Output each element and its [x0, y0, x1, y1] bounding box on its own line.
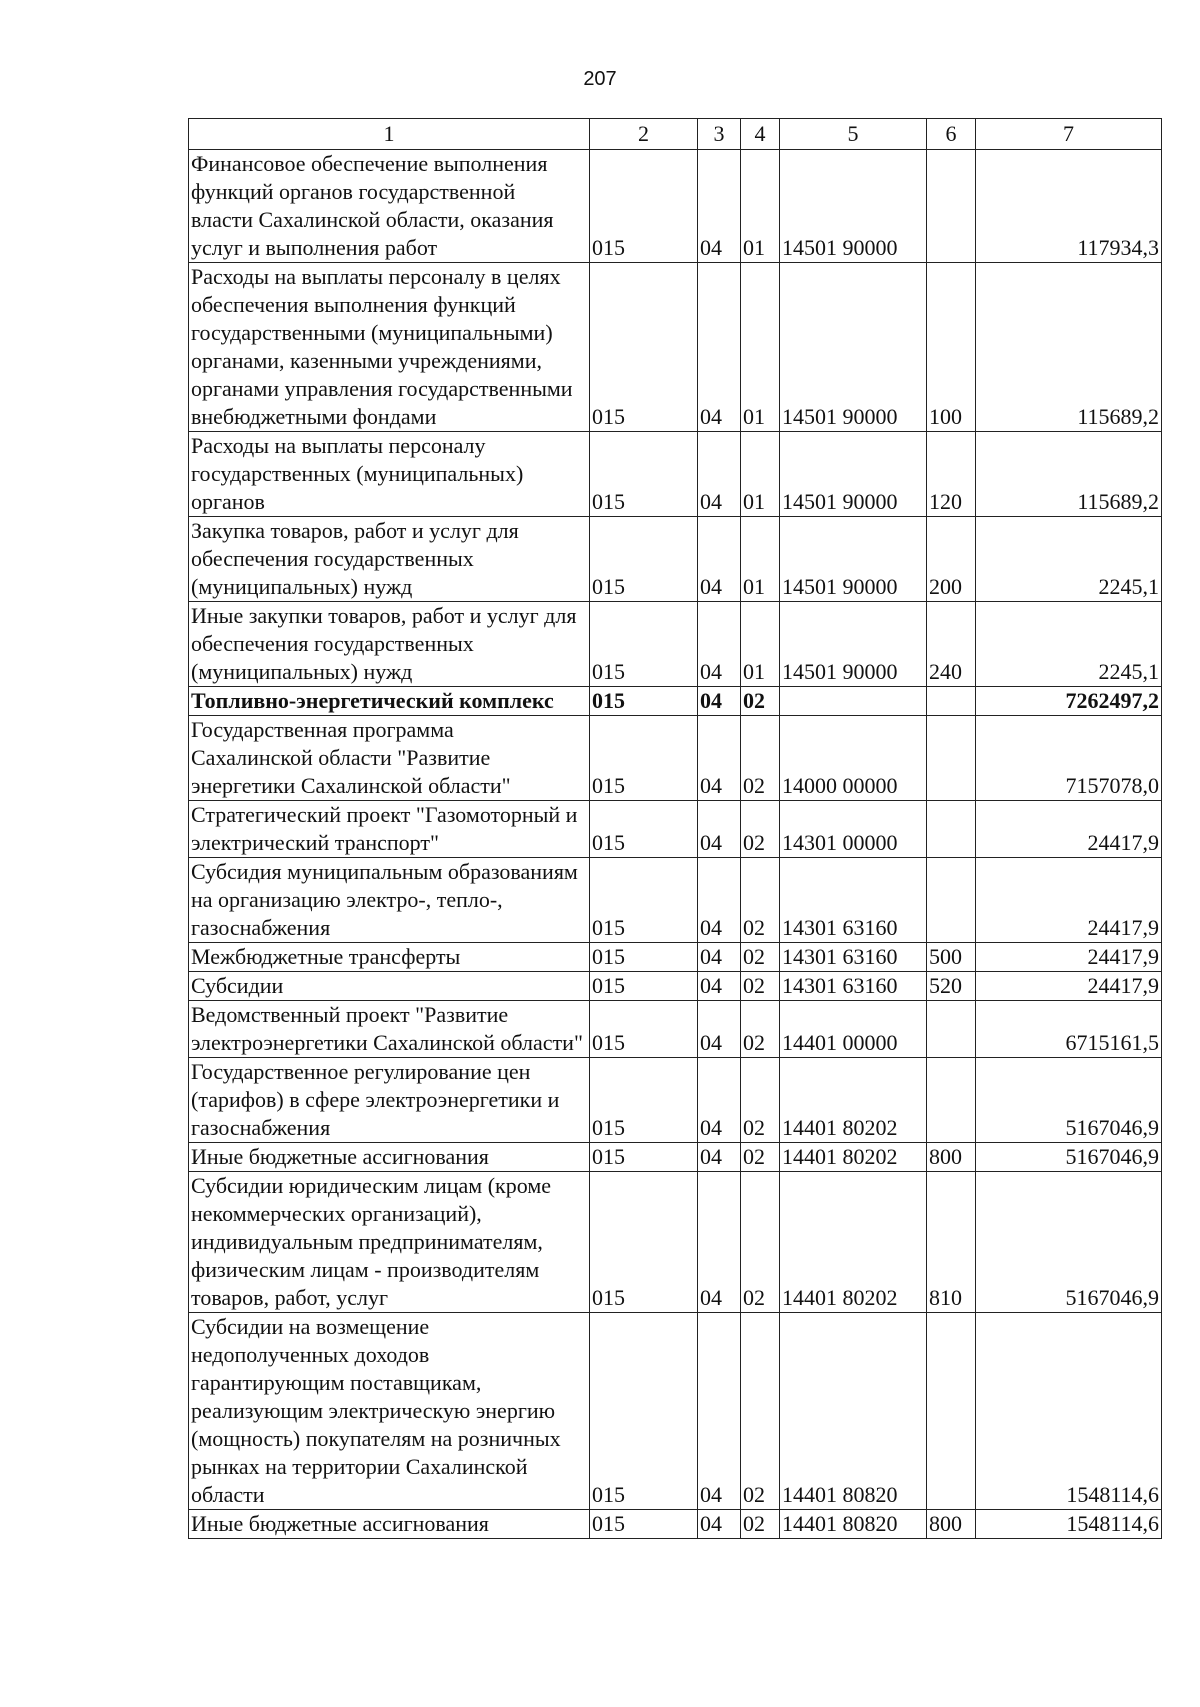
subsection-cell: 02 — [741, 1313, 780, 1510]
amount-cell: 24417,9 — [976, 858, 1162, 943]
page-number: 207 — [583, 68, 617, 90]
row-name-cell: Иные закупки товаров, работ и услуг для обеспечения государственных (муниципальных) нужд — [189, 602, 590, 687]
target-article-cell: 14401 00000 — [780, 1001, 927, 1058]
target-article-cell: 14501 90000 — [780, 263, 927, 432]
expense-type-cell — [927, 150, 976, 263]
subsection-cell: 02 — [741, 1058, 780, 1143]
row-name-cell: Государственная программа Сахалинской области "Развитие энергетики Сахалинской области" — [189, 716, 590, 801]
amount-cell: 115689,2 — [976, 432, 1162, 517]
code-admin-cell: 015 — [590, 602, 698, 687]
subsection-cell: 02 — [741, 972, 780, 1001]
expense-type-cell — [927, 858, 976, 943]
amount-cell: 1548114,6 — [976, 1313, 1162, 1510]
row-name-cell: Ведомственный проект "Развитие электроэнергетики Сахалинской области" — [189, 1001, 590, 1058]
column-header: 3 — [698, 119, 741, 150]
code-admin-cell: 015 — [590, 943, 698, 972]
code-admin-cell: 015 — [590, 687, 698, 716]
table-header-row — [189, 119, 1162, 150]
table-row — [189, 687, 1162, 716]
section-cell: 04 — [698, 801, 741, 858]
table-row — [189, 972, 1162, 1001]
table-row — [189, 1510, 1162, 1539]
subsection-cell: 02 — [741, 1143, 780, 1172]
target-article-cell: 14301 00000 — [780, 801, 927, 858]
code-admin-cell: 015 — [590, 1510, 698, 1539]
target-article-cell: 14501 90000 — [780, 150, 927, 263]
table-row — [189, 1001, 1162, 1058]
table-row — [189, 858, 1162, 943]
table-row — [189, 602, 1162, 687]
subsection-cell: 02 — [741, 1172, 780, 1313]
code-admin-cell: 015 — [590, 263, 698, 432]
row-name-cell: Стратегический проект "Газомоторный и электрический транспорт" — [189, 801, 590, 858]
column-header: 4 — [741, 119, 780, 150]
target-article-cell: 14401 80820 — [780, 1510, 927, 1539]
table-row — [189, 150, 1162, 263]
expense-type-cell — [927, 801, 976, 858]
expense-type-cell — [927, 687, 976, 716]
table-row — [189, 1172, 1162, 1313]
table-row — [189, 1313, 1162, 1510]
code-admin-cell: 015 — [590, 972, 698, 1001]
section-cell: 04 — [698, 1313, 741, 1510]
column-header: 2 — [590, 119, 698, 150]
section-cell: 04 — [698, 1172, 741, 1313]
row-name-cell: Расходы на выплаты персоналу государственных (муниципальных) органов — [189, 432, 590, 517]
target-article-cell: 14501 90000 — [780, 602, 927, 687]
subsection-cell: 02 — [741, 1001, 780, 1058]
code-admin-cell: 015 — [590, 1313, 698, 1510]
budget-table — [188, 118, 1162, 1539]
column-header: 7 — [976, 119, 1162, 150]
section-cell: 04 — [698, 943, 741, 972]
subsection-cell: 02 — [741, 716, 780, 801]
expense-type-cell: 240 — [927, 602, 976, 687]
subsection-cell: 01 — [741, 432, 780, 517]
amount-cell: 5167046,9 — [976, 1058, 1162, 1143]
subsection-cell: 02 — [741, 801, 780, 858]
target-article-cell: 14401 80202 — [780, 1058, 927, 1143]
amount-cell: 6715161,5 — [976, 1001, 1162, 1058]
code-admin-cell: 015 — [590, 1001, 698, 1058]
target-article-cell: 14401 80820 — [780, 1313, 927, 1510]
target-article-cell: 14000 00000 — [780, 716, 927, 801]
row-name-cell: Государственное регулирование цен (тарифов) в сфере электроэнергетики и газоснабжения — [189, 1058, 590, 1143]
target-article-cell — [780, 687, 927, 716]
row-name-cell: Иные бюджетные ассигнования — [189, 1143, 590, 1172]
target-article-cell: 14501 90000 — [780, 432, 927, 517]
table-row — [189, 801, 1162, 858]
section-cell: 04 — [698, 1001, 741, 1058]
table-row — [189, 432, 1162, 517]
table-row — [189, 517, 1162, 602]
section-cell: 04 — [698, 1058, 741, 1143]
row-name-cell: Иные бюджетные ассигнования — [189, 1510, 590, 1539]
table-row — [189, 1143, 1162, 1172]
expense-type-cell: 200 — [927, 517, 976, 602]
amount-cell: 5167046,9 — [976, 1143, 1162, 1172]
subsection-cell: 02 — [741, 687, 780, 716]
section-cell: 04 — [698, 150, 741, 263]
code-admin-cell: 015 — [590, 858, 698, 943]
amount-cell: 24417,9 — [976, 801, 1162, 858]
table-row — [189, 943, 1162, 972]
section-cell: 04 — [698, 432, 741, 517]
subsection-cell: 02 — [741, 943, 780, 972]
row-name-cell: Межбюджетные трансферты — [189, 943, 590, 972]
expense-type-cell — [927, 1001, 976, 1058]
target-article-cell: 14301 63160 — [780, 972, 927, 1001]
row-name-cell: Субсидии на возмещение недополученных доходов гарантирующим поставщикам, реализующим электрическую энергию (мощность) покупателям на розничных рынках на территории Сахалинской области — [189, 1313, 590, 1510]
column-header: 5 — [780, 119, 927, 150]
table-row — [189, 263, 1162, 432]
expense-type-cell — [927, 1058, 976, 1143]
subsection-cell: 02 — [741, 1510, 780, 1539]
table-row — [189, 716, 1162, 801]
row-name-cell: Финансовое обеспечение выполнения функций органов государственной власти Сахалинской области, оказания услуг и выполнения работ — [189, 150, 590, 263]
section-cell: 04 — [698, 687, 741, 716]
table-body — [189, 119, 1162, 1539]
subsection-cell: 01 — [741, 150, 780, 263]
section-cell: 04 — [698, 1510, 741, 1539]
amount-cell: 5167046,9 — [976, 1172, 1162, 1313]
expense-type-cell: 800 — [927, 1143, 976, 1172]
code-admin-cell: 015 — [590, 517, 698, 602]
amount-cell: 24417,9 — [976, 972, 1162, 1001]
subsection-cell: 01 — [741, 263, 780, 432]
row-name-cell: Субсидии — [189, 972, 590, 1001]
section-cell: 04 — [698, 602, 741, 687]
code-admin-cell: 015 — [590, 150, 698, 263]
amount-cell: 24417,9 — [976, 943, 1162, 972]
row-name-cell: Расходы на выплаты персоналу в целях обеспечения выполнения функций государственными (муниципальными) органами, казенными учреждениями, органами управления государственными внебюджетными фондами — [189, 263, 590, 432]
section-cell: 04 — [698, 263, 741, 432]
expense-type-cell — [927, 1313, 976, 1510]
code-admin-cell: 015 — [590, 432, 698, 517]
section-cell: 04 — [698, 517, 741, 602]
target-article-cell: 14401 80202 — [780, 1143, 927, 1172]
amount-cell: 115689,2 — [976, 263, 1162, 432]
expense-type-cell: 810 — [927, 1172, 976, 1313]
code-admin-cell: 015 — [590, 801, 698, 858]
amount-cell: 7157078,0 — [976, 716, 1162, 801]
code-admin-cell: 015 — [590, 1172, 698, 1313]
expense-type-cell: 800 — [927, 1510, 976, 1539]
amount-cell: 2245,1 — [976, 517, 1162, 602]
section-cell: 04 — [698, 972, 741, 1001]
row-name-cell: Субсидия муниципальным образованиям на организацию электро-, тепло-, газоснабжения — [189, 858, 590, 943]
target-article-cell: 14401 80202 — [780, 1172, 927, 1313]
subsection-cell: 02 — [741, 858, 780, 943]
section-cell: 04 — [698, 1143, 741, 1172]
target-article-cell: 14301 63160 — [780, 943, 927, 972]
amount-cell: 1548114,6 — [976, 1510, 1162, 1539]
amount-cell: 117934,3 — [976, 150, 1162, 263]
amount-cell: 2245,1 — [976, 602, 1162, 687]
expense-type-cell: 100 — [927, 263, 976, 432]
code-admin-cell: 015 — [590, 1058, 698, 1143]
target-article-cell: 14501 90000 — [780, 517, 927, 602]
row-name-cell: Закупка товаров, работ и услуг для обеспечения государственных (муниципальных) нужд — [189, 517, 590, 602]
row-name-cell: Топливно-энергетический комплекс — [189, 687, 590, 716]
expense-type-cell: 500 — [927, 943, 976, 972]
section-cell: 04 — [698, 858, 741, 943]
subsection-cell: 01 — [741, 602, 780, 687]
code-admin-cell: 015 — [590, 716, 698, 801]
table-row — [189, 1058, 1162, 1143]
column-header: 6 — [927, 119, 976, 150]
column-header: 1 — [189, 119, 590, 150]
code-admin-cell: 015 — [590, 1143, 698, 1172]
expense-type-cell: 520 — [927, 972, 976, 1001]
expense-type-cell — [927, 716, 976, 801]
subsection-cell: 01 — [741, 517, 780, 602]
row-name-cell: Субсидии юридическим лицам (кроме некоммерческих организаций), индивидуальным предпринимателям, физическим лицам - производителям товаров, работ, услуг — [189, 1172, 590, 1313]
amount-cell: 7262497,2 — [976, 687, 1162, 716]
expense-type-cell: 120 — [927, 432, 976, 517]
section-cell: 04 — [698, 716, 741, 801]
target-article-cell: 14301 63160 — [780, 858, 927, 943]
